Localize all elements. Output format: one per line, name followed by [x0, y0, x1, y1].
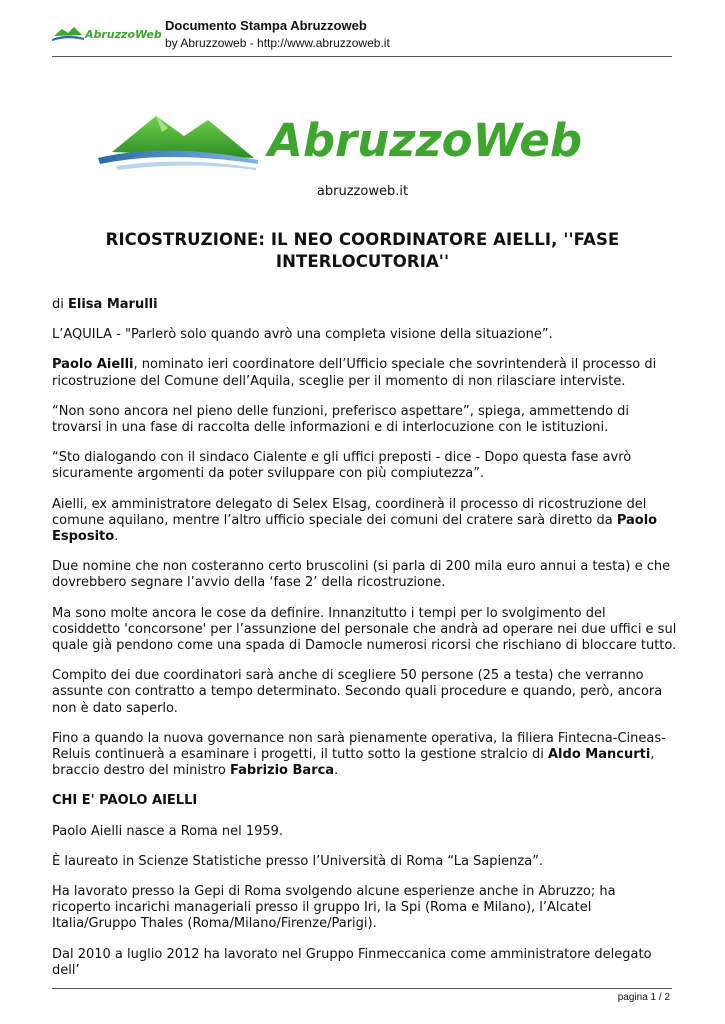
byline: di Elisa Marulli	[52, 297, 158, 312]
author-name: Elisa Marulli	[68, 297, 158, 312]
article-body	[52, 297, 677, 993]
paragraph: Fino a quando la nuova governance non sarà pienamente operativa, la filiera Fintecna-Cineas-Reluis continuerà a esaminare i progetti, il tutto sotto la gestione stralcio di Aldo Mancurti, braccio destro del ministro Fabrizio Barca.	[52, 730, 666, 779]
paragraph: Ma sono molte ancora le cose da definire. Innanzitutto i tempi per lo svolgimento del cosiddetto 'concorsone' per l’assunzione del personale che andrà ad operare nei due uffici e sul quale già pendono come una spada di Damocle numerosi ricorsi che rischiano di bloccare tutto.	[52, 605, 677, 654]
paragraph: Due nomine che non costeranno certo bruscolini (si parla di 200 mila euro annui a testa) e che dovrebbero segnare l’avvio della ‘fase 2’ della ricostruzione.	[52, 559, 671, 591]
header-subtitle: by Abruzzoweb - http://www.abruzzoweb.it	[165, 36, 390, 50]
article-title: RICOSTRUZIONE: IL NEO COORDINATORE AIELLI, ''FASE INTERLOCUTORIA''	[105, 230, 620, 271]
paragraph: Dal 2010 a luglio 2012 ha lavorato nel Gruppo Finmeccanica come amministratore delegato dell’	[52, 946, 652, 978]
paragraph: Paolo Aielli, nominato ieri coordinatore dell’Ufficio speciale che sovrintenderà il processo di ricostruzione del Comune dell’Aquila, sceglie per il momento di non rilasciare interviste.	[52, 357, 657, 389]
paragraph: “Non sono ancora nel pieno delle funzioni, preferisco aspettare”, spiega, ammettendo di trovarsi in una fase di raccolta delle informazioni e di interlocuzione con le istituzioni.	[52, 403, 630, 436]
paragraph: “Sto dialogando con il sindaco Cialente e gli uffici preposti - dice - Dopo questa fase avrò sicuramente argomenti da poter sviluppare con più compiutezza”.	[52, 450, 632, 482]
paragraph: Compito dei due coordinatori sarà anche di scegliere 50 persone (25 a testa) che verranno assunte con contratto a tempo determinato. Secondo quali procedure e quando, però, ancora non è dato saperlo.	[52, 668, 663, 716]
paragraph: Paolo Aielli nasce a Roma nel 1959.	[52, 823, 284, 839]
print-header	[0, 0, 725, 56]
paragraph: Ha lavorato presso la Gepi di Roma svolgendo alcune esperienze anche in Abruzzo; ha ricoperto incarichi manageriali presso il gruppo Iri, la Spi (Roma e Milano), l’Alcatel Italia/Gruppo Thales (Roma/Milano/Firenze/Parigi).	[52, 884, 616, 932]
section-heading: CHI E' PAOLO AIELLI	[52, 793, 198, 809]
abruzzoweb-logo	[96, 106, 602, 176]
abruzzoweb-small-logo	[52, 22, 162, 44]
paragraph: È laureato in Scienze Statistiche presso l’Università di Roma “La Sapienza”.	[52, 853, 544, 869]
header-divider	[52, 56, 672, 57]
svg-text:AbruzzoWeb: AbruzzoWeb	[268, 114, 583, 167]
site-caption: abruzzoweb.it	[316, 184, 409, 199]
svg-text:AbruzzoWeb: AbruzzoWeb	[85, 28, 162, 41]
paragraph: L’AQUILA - "Parlerò solo quando avrò una completa visione della situazione”.	[52, 327, 553, 343]
footer-divider	[52, 988, 672, 989]
page-number: pagina 1 / 2	[617, 992, 670, 1003]
paragraph: Aielli, ex amministratore delegato di Selex Elsag, coordinerà il processo di ricostruzione del comune aquilano, mentre l’altro ufficio speciale dei comuni del cratere sarà diretto da Paolo Esposito.	[52, 496, 658, 545]
header-title: Documento Stampa Abruzzoweb	[165, 18, 367, 33]
